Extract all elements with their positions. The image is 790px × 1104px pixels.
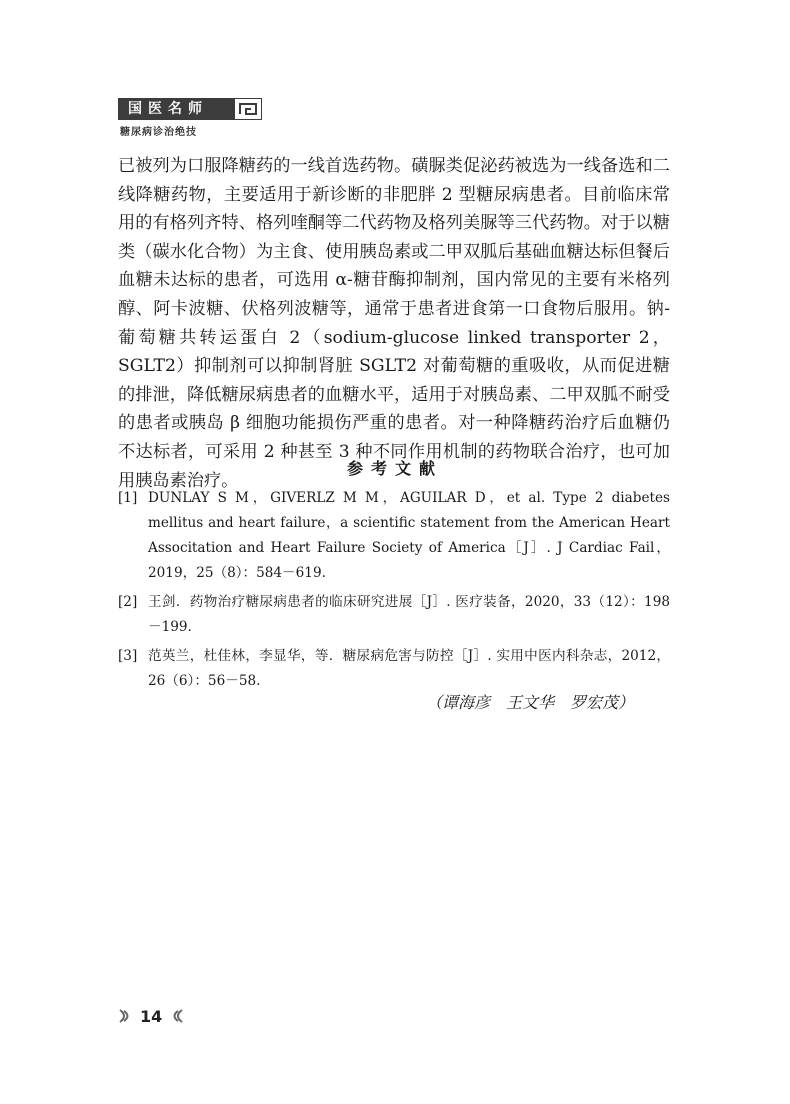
meander-ornament-icon: [234, 98, 262, 120]
reference-number: [3]: [118, 648, 138, 664]
reference-list: [118, 486, 670, 698]
reference-text: DUNLAY S M，GIVERLZ M M，AGUILAR D，et al. Type 2 diabetes mellitus and heart failure，a scientific statement from the American Heart Associtation and Heart Failure Society of America［J］. J Cardiac Fail，2019，25（8）：584－619.: [148, 490, 670, 581]
reference-item: [118, 590, 670, 640]
page-footer: [118, 1004, 184, 1028]
running-header: [118, 98, 268, 142]
right-flourish-icon: [170, 1008, 184, 1024]
references-heading: 参考文献: [346, 459, 443, 478]
reference-text: 王剑．药物治疗糖尿病患者的临床研究进展［J］. 医疗装备，2020，33（12）：198－199.: [148, 594, 670, 635]
reference-number: [1]: [118, 490, 138, 506]
body-paragraph: 已被列为口服降糖药的一线首选药物。磺脲类促泌药被选为一线备选和二线降糖药物，主要适用于新诊断的非肥胖 2 型糖尿病患者。目前临床常用的有格列齐特、格列喹酮等二代药物及格列美脲等三代药物。对于以糖类（碳水化合物）为主食、使用胰岛素或二甲双胍后基础血糖达标但餐后血糖未达标的患者，可选用 α-糖苷酶抑制剂，国内常见的主要有米格列醇、阿卡波糖、伏格列波糖等，通常于患者进食第一口食物后服用。钠-葡萄糖共转运蛋白 2（sodium-glucose linked transporter 2，SGLT2）抑制剂可以抑制肾脏 SGLT2 对葡萄糖的重吸收，从而促进糖的排泄，降低糖尿病患者的血糖水平，适用于对胰岛素、二甲双胍不耐受的患者或胰岛 β 细胞功能损伤严重的患者。对一种降糖药治疗后血糖仍不达标者，可采用 2 种甚至 3 种不同作用机制的药物联合治疗，也可加用胰岛素治疗。: [118, 156, 670, 491]
left-flourish-icon: [118, 1008, 132, 1024]
reference-item: [118, 486, 670, 586]
author-credits: （谭海彦 王文华 罗宏茂）: [425, 693, 634, 712]
book-subtitle: 糖尿病诊治绝技: [120, 127, 197, 138]
reference-item: [118, 644, 670, 694]
reference-text: 范英兰，杜佳林，李显华，等．糖尿病危害与防控［J］. 实用中医内科杂志，2012，26（6）：56－58.: [148, 648, 670, 689]
book-series-banner: 国医名师: [118, 98, 234, 120]
page-number: 14: [140, 1006, 163, 1026]
reference-number: [2]: [118, 594, 138, 610]
